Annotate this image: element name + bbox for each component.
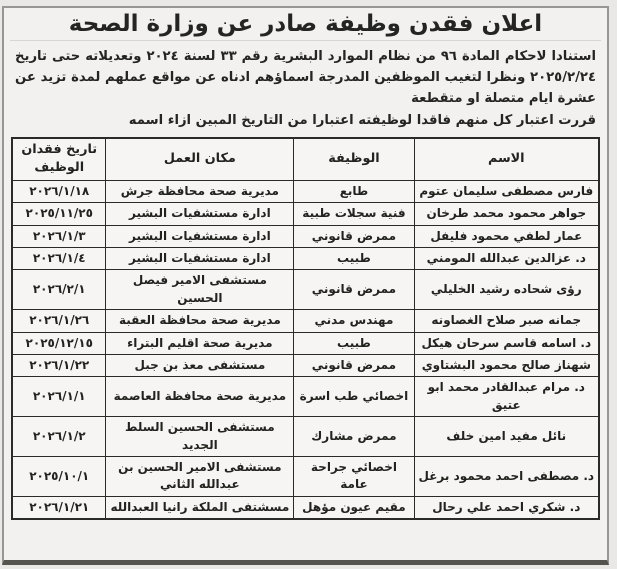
cell-job: فنية سجلات طبية [294, 203, 414, 225]
cell-name: شهناز صالح محمود البشتاوي [414, 355, 599, 377]
column-header-date: تاريخ فقدان الوظيف [12, 138, 106, 181]
announcement-title: اعلان فقدن وظيفة صادر عن وزارة الصحة [10, 9, 601, 41]
cell-name: د. مصطفى احمد محمود برغل [414, 456, 599, 496]
cell-job: ممرض قانوني [294, 270, 414, 310]
cell-name: د. شكري احمد علي رحال [414, 496, 599, 519]
cell-workplace: ادارة مستشفيات البشير [106, 225, 294, 247]
table-row [12, 270, 599, 310]
cell-job: ممرض قانوني [294, 225, 414, 247]
cell-name: رؤى شحاده رشيد الخليلي [414, 270, 599, 310]
table-row [12, 332, 599, 354]
cell-workplace: مديرية صحة اقليم البتراء [106, 332, 294, 354]
cell-workplace: مستشفى معذ بن جبل [106, 355, 294, 377]
cell-workplace: مستشفى الامير فيصل الحسين [106, 270, 294, 310]
cell-job: ممرض قانوني [294, 355, 414, 377]
cell-date: ٢٠٢٦/١/٢٢ [12, 355, 106, 377]
table-row [12, 456, 599, 496]
cell-date: ٢٠٢٥/١٢/١٥ [12, 332, 106, 354]
cell-name: فارس مصطفى سليمان عتوم [414, 180, 599, 202]
table-row [12, 248, 599, 270]
cell-date: ٢٠٢٦/١/١ [12, 377, 106, 417]
column-header-job: الوظيفة [294, 138, 414, 181]
cell-date: ٢٠٢٥/١١/٢٥ [12, 203, 106, 225]
cell-date: ٢٠٢٦/١/٢١ [12, 496, 106, 519]
column-header-name: الاسم [414, 138, 599, 181]
cell-job: ممرض مشارك [294, 417, 414, 457]
cell-date: ٢٠٢٦/١/٢ [12, 417, 106, 457]
table-row [12, 377, 599, 417]
cell-workplace: ادارة مستشفيات البشير [106, 203, 294, 225]
cell-name: د. مرام عبدالقادر محمد ابو عتيق [414, 377, 599, 417]
cell-job: اخصائي جراحة عامة [294, 456, 414, 496]
cell-workplace: مستشفى الحسين السلط الجديد [106, 417, 294, 457]
cell-date: ٢٠٢٦/٢/١ [12, 270, 106, 310]
cell-date: ٢٠٢٦/١/٣ [12, 225, 106, 247]
cell-name: عمار لطفي محمود فليفل [414, 225, 599, 247]
intro-paragraph: استنادا لاحكام المادة ٩٦ من نظام الموارد البشرية رقم ٣٣ لسنة ٢٠٢٤ وتعديلاته حتى تاريخ ٢٠٢٥/٢/٢٤ ونظرا لتغيب الموظفين المدرجة اسماؤهم ادناه عن مواقع عملهم لمدة تزيد عن عشرة ايام متصلة او متقطعة [15, 49, 597, 107]
table-row [12, 225, 599, 247]
cell-job: طبيب [294, 248, 414, 270]
cell-date: ٢٠٢٦/١/١٨ [12, 180, 106, 202]
cell-job: مقيم عيون مؤهل [294, 496, 414, 519]
cell-name: جواهر محمود محمد طرخان [414, 203, 599, 225]
table-body [12, 180, 599, 519]
cell-name: د. اسامه قاسم سرحان هيكل [414, 332, 599, 354]
job-loss-table [11, 137, 600, 520]
table-row [12, 180, 599, 202]
table-row [12, 310, 599, 332]
cell-job: طبيب [294, 332, 414, 354]
cell-name: د. عزالدين عبدالله المومني [414, 248, 599, 270]
cell-job: طابع [294, 180, 414, 202]
cell-workplace: مديرية صحة محافظة العاصمة [106, 377, 294, 417]
cell-job: مهندس مدني [294, 310, 414, 332]
table-header-row [12, 138, 599, 181]
announcement-page [2, 6, 609, 565]
column-header-workplace: مكان العمل [106, 138, 294, 181]
cell-workplace: مديرية صحة محافظة جرش [106, 180, 294, 202]
cell-date: ٢٠٢٦/١/٢٦ [12, 310, 106, 332]
cell-job: اخصائي طب اسرة [294, 377, 414, 417]
cell-workplace: مديرية صحة محافظة العقبة [106, 310, 294, 332]
table-row [12, 355, 599, 377]
cell-workplace: مستشفى الامير الحسين بن عبدالله الثاني [106, 456, 294, 496]
cell-workplace: ادارة مستشفيات البشير [106, 248, 294, 270]
table-row [12, 496, 599, 519]
cell-name: جمانه صبر صلاح الغصاونه [414, 310, 599, 332]
table-row [12, 203, 599, 225]
cell-name: نائل مفيد امين خلف [414, 417, 599, 457]
table-row [12, 417, 599, 457]
cell-date: ٢٠٢٦/١/٤ [12, 248, 106, 270]
cell-date: ٢٠٢٥/١٠/١ [12, 456, 106, 496]
decision-line: قررت اعتبار كل منهم فاقدا لوظيفته اعتبارا من التاريخ المبين ازاء اسمه [128, 113, 596, 129]
cell-workplace: مسشتفى الملكة رانيا العبدالله [106, 496, 294, 519]
